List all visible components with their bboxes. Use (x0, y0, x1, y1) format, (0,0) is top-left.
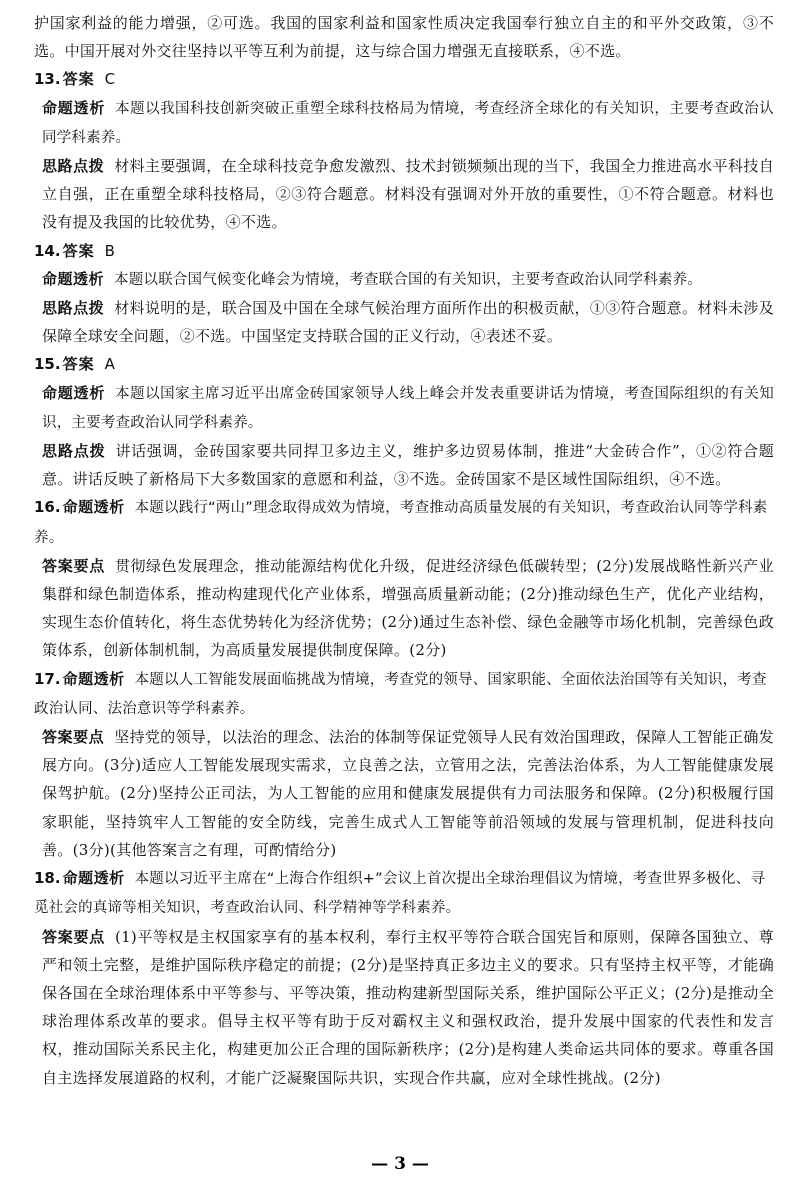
q13-answer-label: 答案 (62, 70, 95, 89)
q18-key-text: (1)平等权是主权国家享有的基本权利，奉行主权平等符合联合国宪旨和原则，保障各国独立、尊严和领土完整，是维护国际秩序稳定的前提；(2分)是坚持真正多边主义的要求。只有坚持主权平等，才能确保各国在全球治理体系中平等参与、平等决策，推动构建新型国际关系，维护国际公平正义；(2分)是推动全球治理体系改革的要求。倡导主权平等有助于反对霸权主义和强权政治，提升发展中国家的代表性和发言权，推动国际关系民主化，构建更加公正合理的国际新秩序；(2分)是构建人类命运共同体的要求。尊重各国自主选择发展道路的权利，才能广泛凝聚国际共识，实现合作共赢，应对全球性挑战。(2分) (42, 927, 774, 1087)
q13-analysis-text: 本题以我国科技创新突破正重塑全球科技格局为情境，考查经济全球化的有关知识，主要考查政治认同学科素养。 (42, 100, 774, 146)
q15-analysis (34, 379, 774, 437)
q18-key-points (34, 923, 774, 1092)
q14-hint-label: 思路点拨 (42, 299, 105, 318)
continuation-paragraph: 护国家利益的能力增强，②可选。我国的国家利益和国家性质决定我国奉行独立自主的和平外交政策，③不选。中国开展对外交往坚持以平等互利为前提，这与综合国力增强无直接联系，④不选。 (34, 14, 774, 61)
q16-analysis-label: 命题透析 (62, 498, 125, 517)
q16-key-label: 答案要点 (42, 556, 105, 575)
q15-header (34, 350, 774, 378)
q17-analysis-text: 本题以人工智能发展面临挑战为情境，考查党的领导、国家职能、全面依法治国等有关知识，考查政治认同、法治意识等学科素养。 (34, 671, 767, 717)
q13-hint-text: 材料主要强调，在全球科技竞争愈发激烈、技术封锁频频出现的当下，我国全力推进高水平科技自立自强，正在重塑全球科技格局，②③符合题意。材料没有强调对外开放的重要性，①不符合题意。材料也没有提及我国的比较优势，④不选。 (42, 157, 774, 232)
page-number: — 3 — (371, 1154, 429, 1174)
q15-answer-label: 答案 (62, 355, 95, 374)
q13-hint (34, 152, 774, 237)
q16-number: 16. (34, 498, 61, 517)
q14-answer-label: 答案 (62, 241, 95, 260)
q18-header (34, 864, 774, 922)
q15-hint-text: 讲话强调，金砖国家要共同捍卫多边主义，维护多边贸易体制，推进“大金砖合作”，①②符合题意。讲话反映了新格局下大多数国家的意愿和利益，③不选。金砖国家不是区域性国际组织，④不选。 (42, 442, 774, 489)
q16-analysis-text: 本题以践行“两山”理念取得成效为情境，考查推动高质量发展的有关知识，考查政治认同等学科素养。 (34, 500, 768, 546)
q13-number: 13. (34, 70, 61, 89)
q17-header (34, 665, 774, 723)
q16-header (34, 493, 774, 551)
q18-analysis-text: 本题以习近平主席在“上海合作组织+”会议上首次提出全球治理倡议为情境，考查世界多极化、寻觅社会的真谛等相关知识，考查政治认同、科学精神等学科素养。 (34, 871, 766, 917)
q13-analysis-label: 命题透析 (42, 98, 106, 117)
q14-number: 14. (34, 241, 61, 260)
q18-analysis-label: 命题透析 (62, 869, 125, 888)
q14-analysis-label: 命题透析 (42, 269, 105, 288)
q17-key-points (34, 723, 774, 864)
q14-analysis (34, 265, 774, 294)
q13-answer-value: C (104, 70, 116, 89)
q18-key-label: 答案要点 (42, 927, 105, 946)
q18-number: 18. (34, 869, 61, 888)
q16-key-text: 贯彻绿色发展理念，推动能源结构优化升级，促进经济绿色低碳转型；(2分)发展战略性新兴产业集群和绿色制造体系，推动构建现代化产业体系，增强高质量新动能；(2分)推动绿色生产，优化产业结构，实现生态价值转化，将生态优势转化为经济优势；(2分)通过生态补偿、绿色金融等市场化机制，完善绿色政策体系，创新体制机制，为高质量发展提供制度保障。(2分) (42, 556, 774, 660)
q14-hint-text: 材料说明的是，联合国及中国在全球气候治理方面所作出的积极贡献，①③符合题意。材料未涉及保障全球安全问题，②不选。中国坚定支持联合国的正义行动，④表述不妥。 (42, 299, 774, 346)
q14-answer-value: B (104, 241, 115, 260)
q13-analysis (34, 94, 774, 152)
q17-key-text: 坚持党的领导，以法治的理念、法治的体制等保证党领导人民有效治国理政，保障人工智能正确发展方向。(3分)适应人工智能发展现实需求，立良善之法，立管用之法，完善法治体系，为人工智能健康发展保驾护航。(2分)坚持公正司法，为人工智能的应用和健康发展提供有力司法服务和保障。(2分)积极履行国家职能，坚持筑牢人工智能的安全防线，完善生成式人工智能等前沿领域的发展与管理机制，促进科技向善。(3分)(其他答案言之有理，可酌情给分) (42, 728, 774, 859)
q17-analysis-label: 命题透析 (62, 669, 125, 688)
q13-hint-label: 思路点拨 (42, 157, 105, 176)
q15-analysis-text: 本题以国家主席习近平出席金砖国家领导人线上峰会并发表重要讲话为情境，考查国际组织的有关知识，主要考查政治认同学科素养。 (42, 385, 774, 431)
q15-number: 15. (34, 355, 61, 374)
q16-key-points (34, 552, 774, 665)
q17-key-label: 答案要点 (42, 728, 105, 747)
q14-hint (34, 294, 774, 350)
q14-header (34, 237, 774, 265)
q15-answer-value: A (104, 355, 115, 374)
q13-header (34, 65, 774, 93)
q14-analysis-text: 本题以联合国气候变化峰会为情境，考查联合国的有关知识，主要考查政治认同学科素养。 (114, 271, 703, 288)
q15-hint (34, 437, 774, 493)
q15-hint-label: 思路点拨 (42, 442, 106, 461)
q17-number: 17. (34, 669, 61, 688)
q15-analysis-label: 命题透析 (42, 383, 106, 402)
